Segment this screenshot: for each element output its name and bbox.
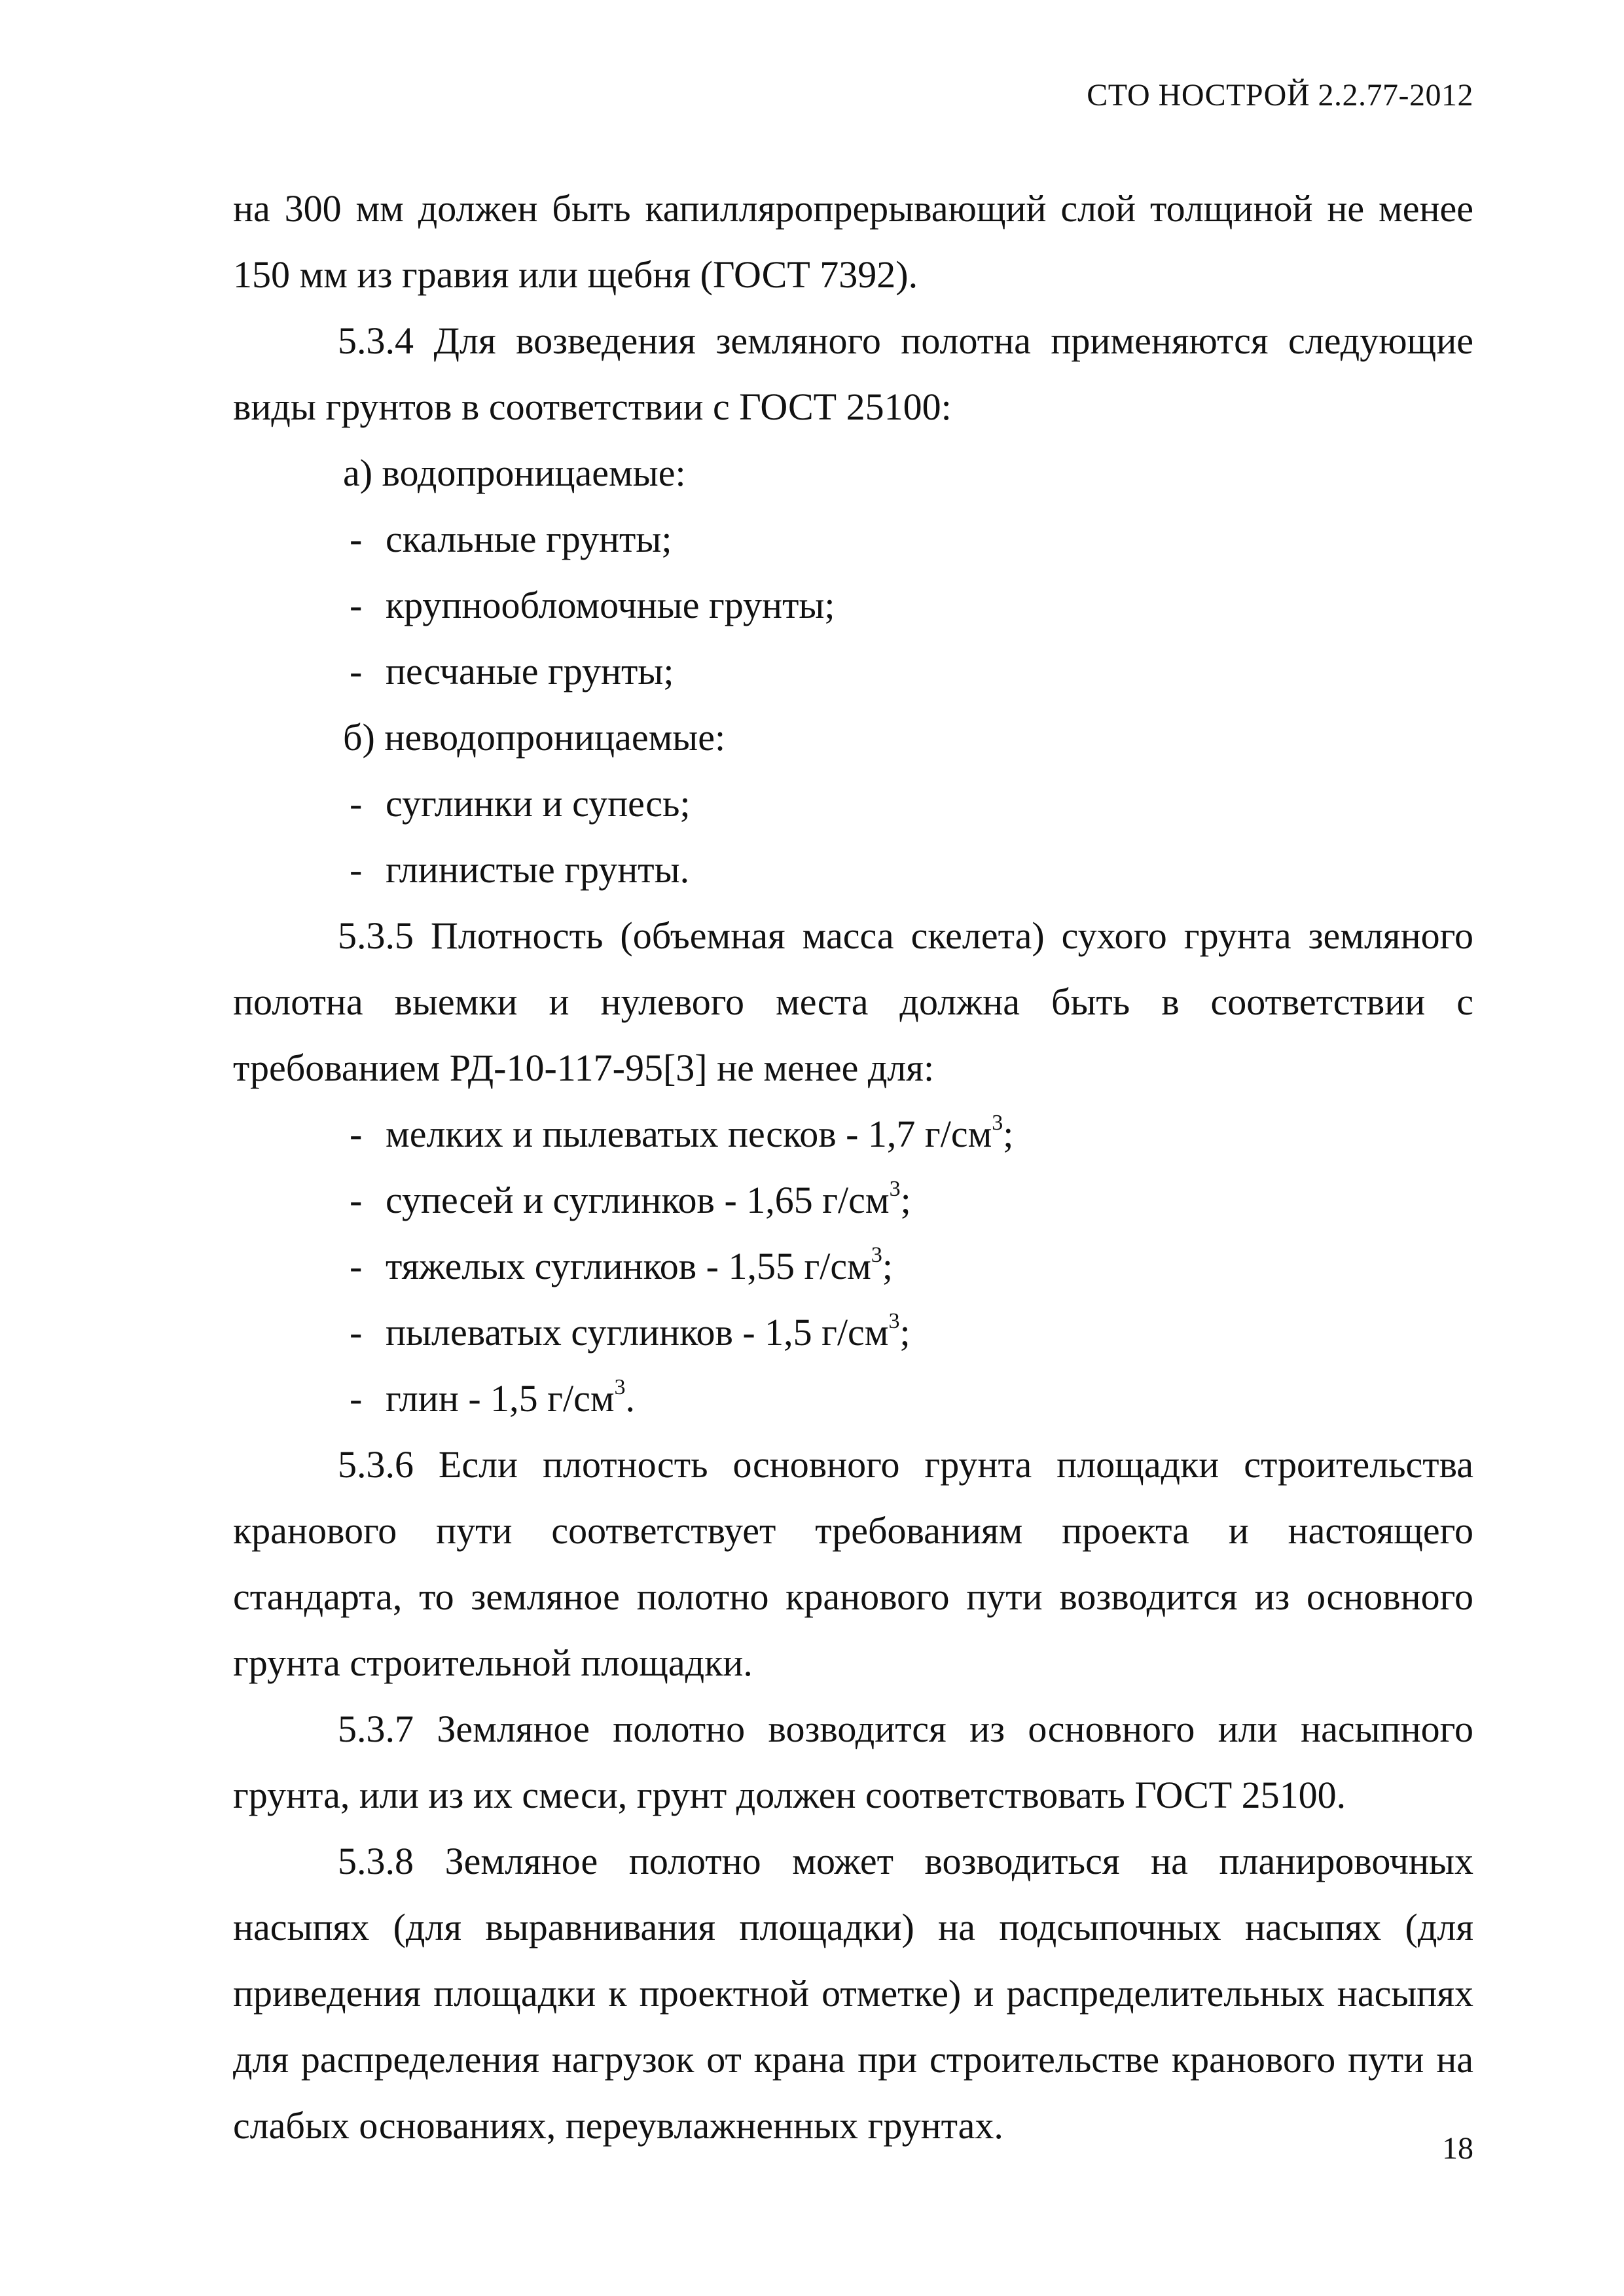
list-item-text: суглинки и супесь; [386, 782, 691, 825]
subheading-impermeable: б) неводопроницаемые: [343, 716, 726, 759]
paragraph-5-3-8: 5.3.8 Земляное полотно может возводиться на планировочных насыпях (для выравнивания площадки) на подсыпочных насыпях (для приведения площадки к проектной отметке) и распределительных насыпях для распределения нагрузок от крана при строительстве кранового пути на слабых основаниях, переувлажненных грунтах. [233, 1840, 1473, 2147]
dash-marker: - [350, 1245, 363, 1287]
density-item-exponent: 3 [871, 1242, 882, 1267]
density-item-exponent: 3 [614, 1374, 626, 1399]
density-item-exponent: 3 [888, 1308, 900, 1333]
density-item [233, 1365, 1473, 1431]
density-item-exponent: 3 [889, 1176, 901, 1201]
document-body [233, 175, 1473, 2159]
dash-marker: - [350, 584, 363, 626]
density-item [233, 1233, 1473, 1299]
list-item-text: крупнообломочные грунты; [386, 584, 835, 626]
list-item-text: скальные грунты; [386, 518, 672, 560]
density-item [233, 1167, 1473, 1233]
dash-marker: - [350, 1179, 363, 1221]
list-item [233, 572, 1473, 638]
density-item-text: глин - 1,5 г/см [386, 1377, 615, 1420]
density-item-end: ; [899, 1311, 911, 1354]
paragraph-5-3-7: 5.3.7 Земляное полотно возводится из основного или насыпного грунта, или из их смеси, грунт должен соответствовать ГОСТ 25100. [233, 1708, 1473, 1816]
dash-marker: - [350, 1377, 363, 1420]
density-item-end: ; [900, 1179, 911, 1221]
density-item-text: пылеватых суглинков - 1,5 г/см [386, 1311, 889, 1354]
dash-marker: - [350, 1113, 363, 1155]
paragraph-5-3-6: 5.3.6 Если плотность основного грунта площадки строительства кранового пути соответствует требованиям проекта и настоящего стандарта, то земляное полотно кранового пути возводится из основного грунта строительной площадки. [233, 1443, 1473, 1684]
page-number: 18 [1442, 2131, 1473, 2166]
dash-marker: - [350, 650, 363, 692]
dash-marker: - [350, 848, 363, 891]
list-item-text: песчаные грунты; [386, 650, 674, 692]
list-item [233, 638, 1473, 704]
paragraph-5-3-5: 5.3.5 Плотность (объемная масса скелета) сухого грунта земляного полотна выемки и нулевого места должна быть в соответствии с требованием РД-10-117-95[3] не менее для: [233, 914, 1473, 1089]
paragraph-intro: на 300 мм должен быть капилляропрерывающий слой толщиной не менее 150 мм из гравия или щебня (ГОСТ 7392). [233, 187, 1473, 296]
document-header-code: СТО НОСТРОЙ 2.2.77-2012 [1087, 78, 1473, 113]
density-item-text: супесей и суглинков - 1,65 г/см [386, 1179, 890, 1221]
list-item [233, 770, 1473, 836]
subheading-permeable: а) водопроницаемые: [343, 452, 686, 494]
paragraph-5-3-4: 5.3.4 Для возведения земляного полотна применяются следующие виды грунтов в соответствии с ГОСТ 25100: [233, 319, 1473, 428]
density-item-end: ; [882, 1245, 893, 1287]
list-item-text: глинистые грунты. [386, 848, 690, 891]
density-item [233, 1299, 1473, 1365]
dash-marker: - [350, 782, 363, 825]
density-item-exponent: 3 [992, 1110, 1003, 1135]
density-item-text: мелких и пылеватых песков - 1,7 г/см [386, 1113, 992, 1155]
density-item [233, 1101, 1473, 1167]
density-item-text: тяжелых суглинков - 1,55 г/см [386, 1245, 871, 1287]
dash-marker: - [350, 1311, 363, 1354]
dash-marker: - [350, 518, 363, 560]
list-item [233, 506, 1473, 572]
density-item-end: ; [1003, 1113, 1014, 1155]
density-item-end: . [625, 1377, 636, 1420]
list-item [233, 836, 1473, 903]
